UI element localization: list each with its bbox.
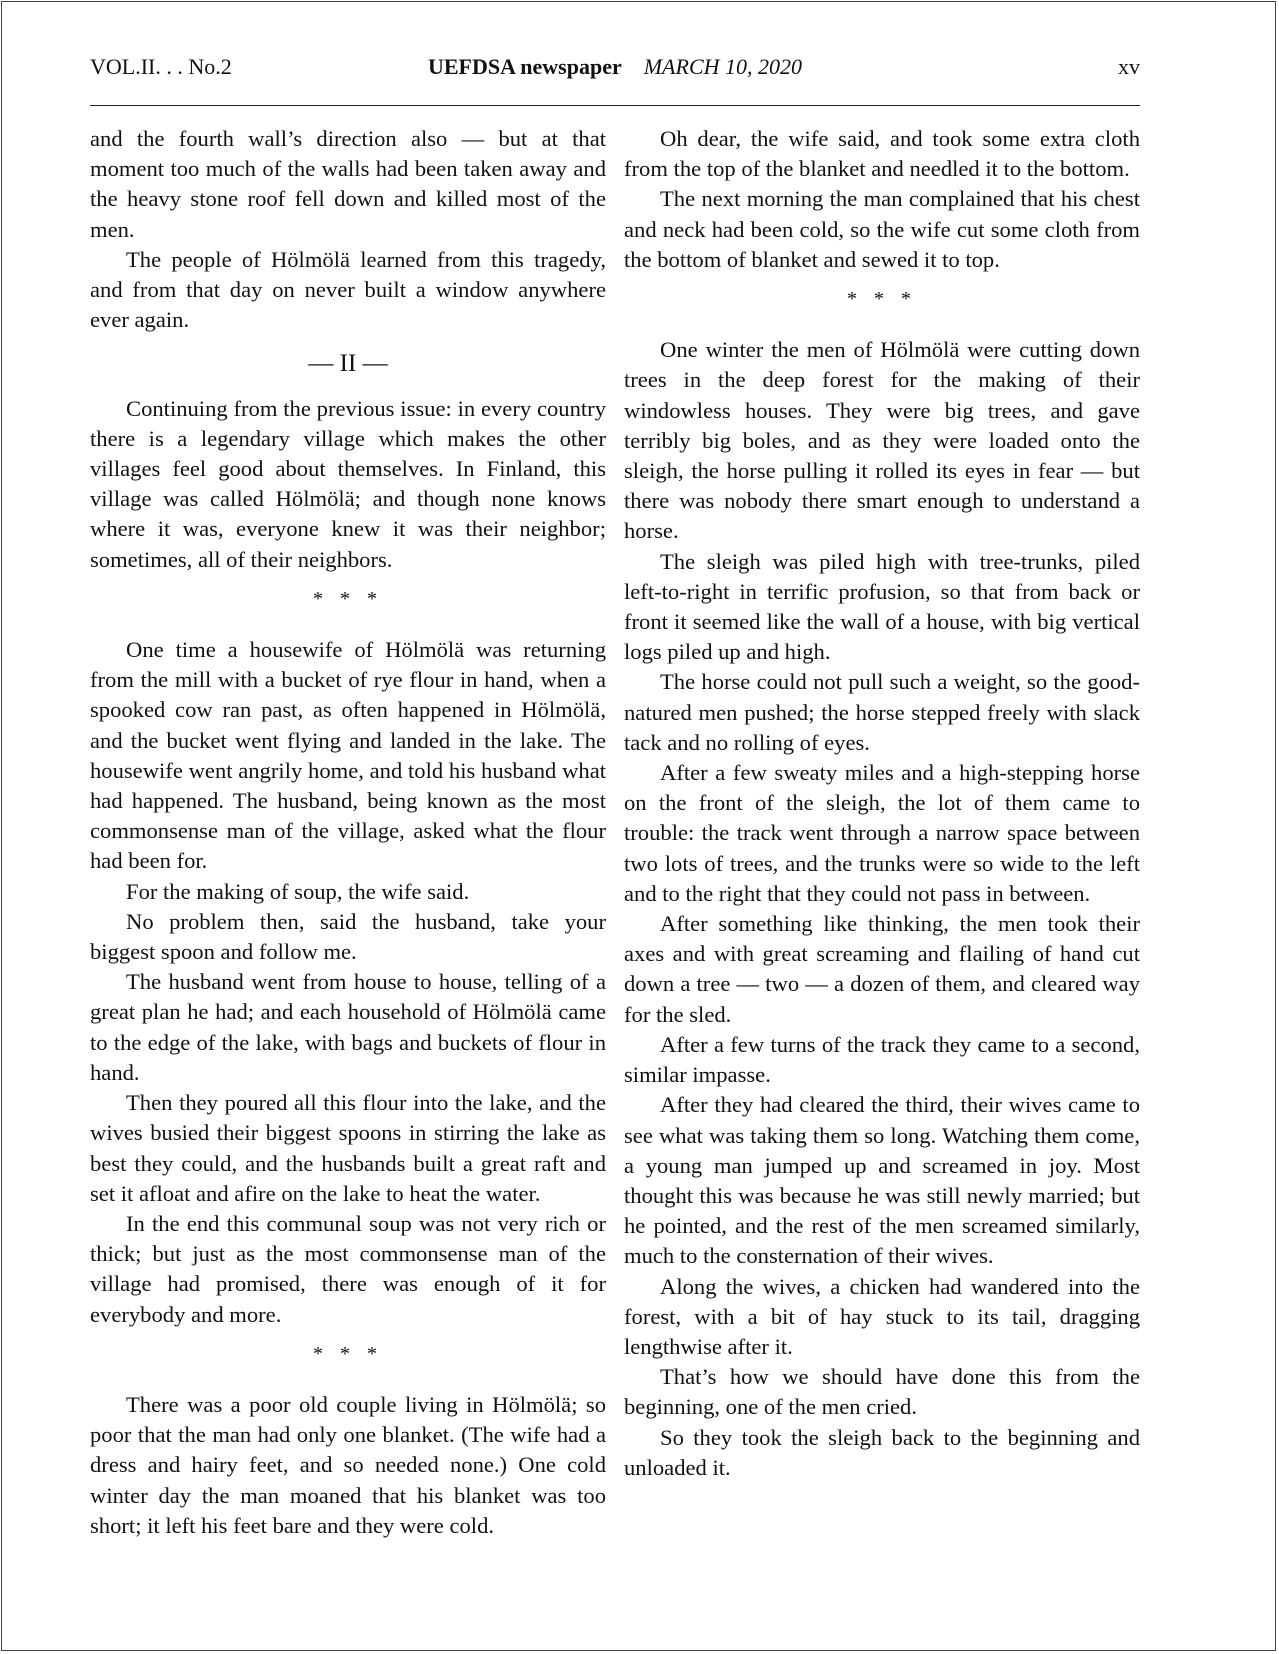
paragraph: There was a poor old couple living in Hölmölä; so poor that the man had only one blanket. (The wife had a dress and hairy feet, and so needed none.) One cold winter day the man moaned that his blanket was too short; it left his feet bare and they were cold. [90,1391,606,1538]
paragraph: The horse could not pull such a weight, so the good-natured men pushed; the horse stepped freely with slack tack and no rolling of eyes. [624,669,1140,755]
volume-issue: VOL.II. . . No.2 [90,54,232,79]
paragraph: In the end this communal soup was not very rich or thick; but just as the most commonsense man of the village had promised, there was enough of it for everybody and more. [90,1210,606,1327]
section-heading: — II — [308,350,388,378]
paragraph: and the fourth wall’s direction also — but at that moment too much of the walls had been taken away and the heavy stone roof fell down and killed most of the men. [90,126,606,242]
newspaper-name: UEFDSA newspaper [427,54,622,79]
paragraph: The husband went from house to house, telling of a great plan he had; and each household of Hölmölä came to the edge of the lake, with bags and buckets of flour in hand. [90,969,606,1085]
section-separator: * * * [313,587,383,610]
paragraph: Oh dear, the wife said, and took some extra cloth from the top of the blanket and needled it to the bottom. [624,126,1140,182]
paragraph: The next morning the man complained that his chest and neck had been cold, so the wife cut some cloth from the bottom of blanket and sewed it to top. [624,186,1140,272]
issue-date: MARCH 10, 2020 [643,54,802,79]
paragraph: Continuing from the previous issue: in every country there is a legendary village which makes the other villages feel good about themselves. In Finland, this village was called Hölmölä; and though none knows where it was, everyone knew it was their neighbor; sometimes, all of their neighbors. [90,395,606,572]
page-header [90,54,1140,88]
paragraph: One time a housewife of Hölmölä was returning from the mill with a bucket of rye flour in hand, when a spooked cow ran past, as often happened in Hölmölä, and the bucket went flying and landed in the lake. The housewife went angrily home, and told his husband what had happened. The husband, being known as the most commonsense man of the village, asked what the flour had been for. [90,637,606,874]
paragraph: So they took the sleigh back to the beginning and unloaded it. [624,1424,1140,1480]
paragraph: The people of Hölmölä learned from this tragedy, and from that day on never built a window anywhere ever again. [90,246,606,333]
paragraph: One winter the men of Hölmölä were cutting down trees in the deep forest for the making of their windowless houses. They were big trees, and gave terribly big boles, and as they were loaded onto the sleigh, the horse pulling it rolled its eyes in fear — but there was nobody there smart enough to understand a horse. [624,337,1140,544]
page-number: xv [1118,54,1140,79]
paragraph: For the making of soup, the wife said. [126,878,470,904]
left-column [90,124,606,1541]
paragraph: After something like thinking, the men took their axes and with great screaming and flailing of hand cut down a tree — two — a dozen of them, and cleared way for the sled. [624,911,1140,1027]
paragraph: That’s how we should have done this from the beginning, one of the men cried. [624,1364,1140,1420]
section-separator: * * * [313,1342,383,1365]
paragraph: After they had cleared the third, their wives came to see what was taking them so long. Watching them come, a young man jumped up and screamed in joy. Most thought this was because he was still newly married; but he pointed, and the rest of the men screamed similarly, much to the consternation of their wives. [624,1092,1140,1269]
paragraph: The sleigh was piled high with tree-trunks, piled left-to-right in terrific profusion, so that from back or front it seemed like the wall of a house, with big vertical logs piled up and high. [624,548,1140,665]
paragraph: No problem then, said the husband, take your biggest spoon and follow me. [90,908,606,965]
masthead [90,54,1140,80]
paragraph: Then they poured all this flour into the lake, and the wives busied their biggest spoons in stirring the lake as best they could, and the husbands built a great raft and set it afloat and afire on the lake to heat the water. [90,1090,606,1206]
header-rule [90,105,1140,106]
section-separator: * * * [847,288,917,311]
paragraph: After a few sweaty miles and a high-stepping horse on the front of the sleigh, the lot of them came to trouble: the track went through a narrow space between two lots of trees, and the trunks were so wide to the left and to the right that they could not pass in between. [624,760,1140,906]
paragraph: After a few turns of the track they came to a second, similar impasse. [624,1031,1140,1088]
paragraph: Along the wives, a chicken had wandered into the forest, with a bit of hay stuck to its tail, dragging lengthwise after it. [624,1273,1140,1359]
right-column [624,124,1140,1483]
